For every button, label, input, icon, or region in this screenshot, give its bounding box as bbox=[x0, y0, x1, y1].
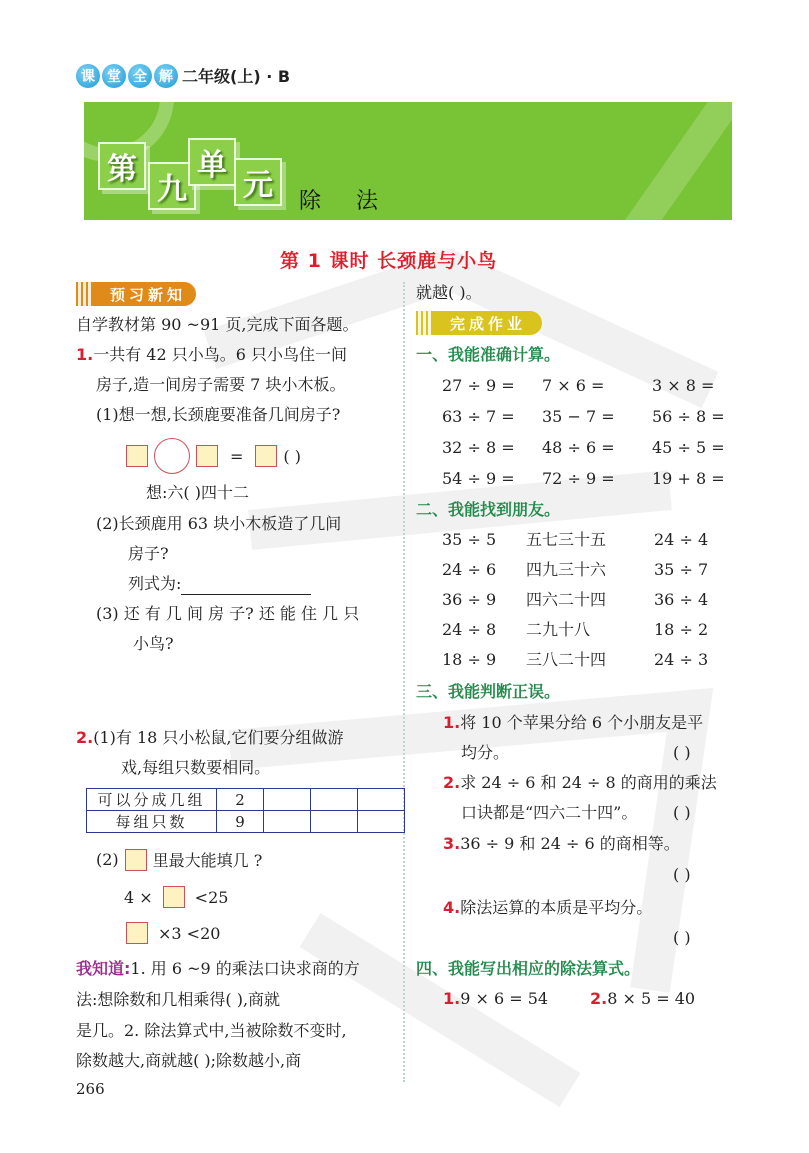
grouping-table bbox=[86, 788, 405, 833]
know-label: 我知道: bbox=[76, 959, 131, 978]
q2-sub2 bbox=[96, 848, 262, 871]
table-cell[interactable] bbox=[358, 789, 405, 811]
q1-formula bbox=[128, 573, 311, 595]
judge-4-answer[interactable]: ( ) bbox=[673, 928, 691, 947]
judge-3-line1 bbox=[443, 833, 680, 855]
continuation-text: 就越( )。 bbox=[416, 283, 482, 302]
write-number: 1. bbox=[443, 989, 461, 1008]
section-tag-preview bbox=[76, 282, 196, 306]
calc-grid bbox=[442, 375, 752, 490]
page-number: 266 bbox=[76, 1080, 105, 1098]
answer-box[interactable] bbox=[163, 886, 185, 908]
column-divider bbox=[403, 282, 405, 1082]
row-header: 可以分成几组 bbox=[87, 789, 217, 811]
calc-item: 19 + 8 = bbox=[652, 469, 725, 488]
table-cell[interactable] bbox=[311, 789, 358, 811]
unit-cube: 九 bbox=[148, 162, 196, 210]
inequality-2 bbox=[126, 922, 220, 944]
table-cell[interactable]: 9 bbox=[217, 811, 264, 833]
table-cell[interactable] bbox=[358, 811, 405, 833]
match-item[interactable]: 36 ÷ 4 bbox=[654, 590, 709, 609]
table-cell[interactable] bbox=[264, 789, 311, 811]
q1-sub2-line1: (2)长颈鹿用 63 块小木板造了几间 bbox=[96, 514, 342, 533]
judge-text: 除法运算的本质是平均分。 bbox=[460, 898, 653, 917]
intro-text: 自学教材第 90 ~91 页,完成下面各题。 bbox=[76, 315, 359, 334]
sub2-prefix: (2) bbox=[96, 850, 119, 869]
lesson-title: 第 1 课时 长颈鹿与小鸟 bbox=[280, 250, 498, 272]
q2-line2: 戏,每组只数要相同。 bbox=[121, 758, 271, 777]
section-tag-label: 预习新知 bbox=[110, 285, 187, 304]
calc-item: 7 × 6 = bbox=[542, 376, 605, 395]
match-item[interactable]: 24 ÷ 4 bbox=[654, 530, 709, 549]
q1-sub3-line2: 小鸟? bbox=[133, 634, 174, 653]
calc-item: 56 ÷ 8 = bbox=[652, 407, 725, 426]
write-text: 9 × 6 = 54 bbox=[460, 989, 549, 1008]
write-item-1 bbox=[443, 988, 548, 1010]
calc-item: 32 ÷ 8 = bbox=[442, 438, 515, 457]
q2-text: (1)有 18 只小松鼠,它们要分组做游 bbox=[93, 728, 344, 747]
unit-cube: 第 bbox=[98, 142, 146, 190]
grade-label: 二年级(上) · B bbox=[182, 67, 291, 86]
judge-1-answer[interactable]: ( ) bbox=[673, 743, 691, 762]
calc-item: 48 ÷ 6 = bbox=[542, 438, 615, 457]
section-tag-homework bbox=[416, 311, 542, 335]
q1-sub3-line1: (3) 还 有 几 间 房 子? 还 能 住 几 只 bbox=[96, 604, 360, 623]
judge-number: 2. bbox=[443, 773, 461, 792]
match-item[interactable]: 24 ÷ 8 bbox=[442, 620, 497, 639]
unit-banner bbox=[84, 102, 732, 220]
q1-text: 一共有 42 只小鸟。6 只小鸟住一间 bbox=[93, 345, 348, 364]
brand-char: 解 bbox=[154, 64, 178, 88]
know-line1 bbox=[76, 958, 360, 980]
match-item[interactable]: 四九三十六 bbox=[526, 560, 607, 579]
match-item[interactable]: 五七三十五 bbox=[526, 530, 607, 549]
match-item[interactable]: 四六二十四 bbox=[526, 590, 607, 609]
q1-line1 bbox=[76, 344, 347, 366]
unit-cube: 单 bbox=[188, 138, 236, 186]
write-number: 2. bbox=[590, 989, 608, 1008]
table-cell[interactable] bbox=[311, 811, 358, 833]
judge-text: 将 10 个苹果分给 6 个小朋友是平 bbox=[460, 713, 704, 732]
know-line3: 是几。2. 除法算式中,当被除数不变时, bbox=[76, 1021, 347, 1040]
operator-circle[interactable] bbox=[154, 438, 190, 474]
match-item[interactable]: 24 ÷ 6 bbox=[442, 560, 497, 579]
section-tag-label: 完成作业 bbox=[450, 314, 527, 333]
table-row bbox=[87, 789, 405, 811]
match-item[interactable]: 36 ÷ 9 bbox=[442, 590, 497, 609]
match-item[interactable]: 三八二十四 bbox=[526, 650, 607, 669]
ineq1-left: 4 × bbox=[124, 887, 153, 907]
part1-title: 一、我能准确计算。 bbox=[416, 345, 561, 364]
q1-equation bbox=[126, 438, 301, 474]
brand-char: 课 bbox=[76, 64, 100, 88]
q2-number: 2. bbox=[76, 728, 94, 747]
answer-box[interactable] bbox=[125, 849, 147, 871]
calc-item: 35 − 7 = bbox=[542, 407, 615, 426]
equals-sign: = bbox=[230, 446, 244, 466]
judge-1-line1 bbox=[443, 712, 703, 734]
table-cell[interactable] bbox=[264, 811, 311, 833]
calc-item: 45 ÷ 5 = bbox=[652, 438, 725, 457]
write-item-2 bbox=[590, 988, 695, 1010]
row-header: 每组只数 bbox=[87, 811, 217, 833]
ineq1-right: <25 bbox=[194, 887, 229, 907]
judge-number: 3. bbox=[443, 834, 461, 853]
q1-number: 1. bbox=[76, 345, 94, 364]
unit-cube: 元 bbox=[234, 158, 282, 206]
table-row bbox=[87, 811, 405, 833]
know-line4: 除数越大,商就越( );除数越小,商 bbox=[76, 1051, 302, 1070]
match-item[interactable]: 35 ÷ 5 bbox=[442, 530, 497, 549]
unit-blank[interactable]: ( ) bbox=[283, 446, 301, 466]
match-grid bbox=[442, 529, 754, 671]
calc-item: 27 ÷ 9 = bbox=[442, 376, 515, 395]
judge-2-line2: 口诀都是“四六二十四”。 bbox=[461, 803, 638, 822]
table-cell[interactable]: 2 bbox=[217, 789, 264, 811]
answer-box[interactable] bbox=[126, 922, 148, 944]
match-item[interactable]: 24 ÷ 3 bbox=[654, 650, 709, 669]
judge-2-line1 bbox=[443, 772, 717, 794]
part2-title: 二、我能找到朋友。 bbox=[416, 500, 561, 519]
formula-input-line[interactable] bbox=[181, 577, 311, 595]
calc-item: 72 ÷ 9 = bbox=[542, 469, 615, 488]
q1-sub1: (1)想一想,长颈鹿要准备几间房子? bbox=[96, 405, 341, 424]
answer-box[interactable] bbox=[196, 445, 218, 467]
judge-number: 4. bbox=[443, 898, 461, 917]
q1-think: 想:六( )四十二 bbox=[146, 483, 249, 502]
know-text: 1. 用 6 ~9 的乘法口诀求商的方 bbox=[130, 959, 360, 978]
calc-item: 54 ÷ 9 = bbox=[442, 469, 515, 488]
judge-1-line2: 均分。 bbox=[461, 743, 510, 762]
answer-box[interactable] bbox=[255, 445, 277, 467]
judge-text: 求 24 ÷ 6 和 24 ÷ 8 的商用的乘法 bbox=[460, 773, 717, 792]
calc-item: 63 ÷ 7 = bbox=[442, 407, 515, 426]
judge-number: 1. bbox=[443, 713, 461, 732]
bars-icon bbox=[416, 311, 438, 335]
inequality-1 bbox=[124, 886, 228, 908]
q2-line1 bbox=[76, 727, 344, 749]
judge-4-line1 bbox=[443, 897, 652, 919]
write-text: 8 × 5 = 40 bbox=[607, 989, 696, 1008]
ineq2-right: ×3 <20 bbox=[158, 923, 221, 943]
sub2-text: 里最大能填几 ? bbox=[152, 851, 263, 870]
judge-2-answer[interactable]: ( ) bbox=[673, 803, 691, 822]
part3-title: 三、我能判断正误。 bbox=[416, 682, 561, 701]
bars-icon bbox=[76, 282, 98, 306]
judge-text: 36 ÷ 9 和 24 ÷ 6 的商相等。 bbox=[460, 834, 680, 853]
q1-line2: 房子,造一间房子需要 7 块小木板。 bbox=[96, 375, 346, 394]
unit-title: 除 法 bbox=[299, 189, 392, 214]
brand-char: 全 bbox=[128, 64, 152, 88]
match-item[interactable]: 二九十八 bbox=[526, 620, 591, 639]
match-item[interactable]: 18 ÷ 2 bbox=[654, 620, 709, 639]
q1-sub2-line2: 房子? bbox=[128, 544, 169, 563]
calc-item: 3 × 8 = bbox=[652, 376, 715, 395]
brand-logo bbox=[76, 64, 178, 88]
answer-box[interactable] bbox=[126, 445, 148, 467]
ruler-decoration bbox=[613, 102, 732, 220]
brand-char: 堂 bbox=[102, 64, 126, 88]
judge-3-answer[interactable]: ( ) bbox=[673, 865, 691, 884]
match-item[interactable]: 18 ÷ 9 bbox=[442, 650, 497, 669]
know-line2: 法:想除数和几相乘得( ),商就 bbox=[76, 990, 281, 1009]
formula-label: 列式为: bbox=[128, 574, 182, 593]
match-item[interactable]: 35 ÷ 7 bbox=[654, 560, 709, 579]
part4-title: 四、我能写出相应的除法算式。 bbox=[416, 959, 641, 978]
